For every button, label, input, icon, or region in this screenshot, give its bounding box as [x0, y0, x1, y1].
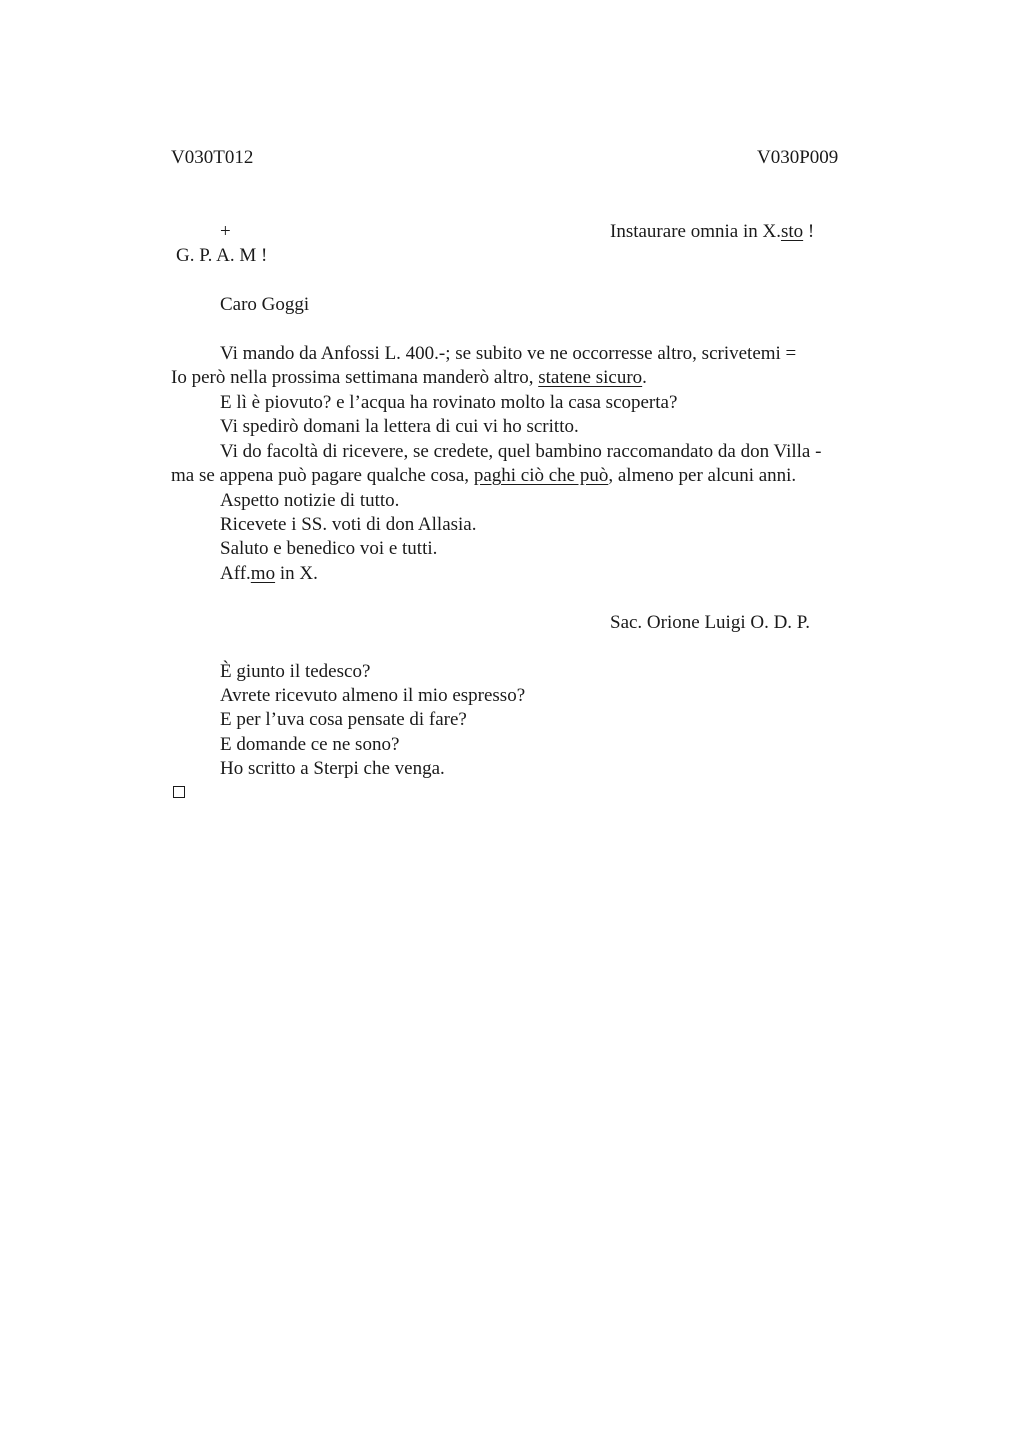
- line-bless: Saluto e benedico voi e tutti.: [220, 538, 438, 559]
- cross-mark: +: [220, 221, 231, 242]
- paragraph-1-line-1: Vi mando da Anfossi L. 400.-; se subito ve ne occorresse altro, scrivetemi =: [220, 343, 797, 364]
- invocation: G. P. A. M !: [176, 245, 268, 266]
- motto-underlined: sto: [780, 221, 804, 242]
- paragraph-2-line-2: [171, 464, 796, 488]
- line-vows: Ricevete i SS. voti di don Allasia.: [220, 514, 477, 535]
- signature: Sac. Orione Luigi O. D. P.: [610, 612, 811, 633]
- closing-underlined: mo: [250, 563, 276, 584]
- paragraph-1-line-2-suffix: .: [642, 367, 647, 388]
- postscript-line: Ho scritto a Sterpi che venga.: [220, 758, 445, 779]
- motto-text: Instaurare omnia in X.: [610, 221, 781, 242]
- line-news: Aspetto notizie di tutto.: [220, 490, 400, 511]
- paragraph-2-line-2-suffix: , almeno per alcuni anni.: [608, 465, 797, 486]
- postscript-line: E per l’uva cosa pensate di fare?: [220, 709, 467, 730]
- document-code-left: V030T012: [171, 147, 254, 168]
- paragraph-2-line-2-text: ma se appena può pagare qualche cosa,: [171, 465, 474, 486]
- motto: [610, 220, 814, 244]
- document-code-right: V030P009: [757, 147, 839, 168]
- closing-text: Aff.: [220, 563, 251, 584]
- line-letter: Vi spedirò domani la lettera di cui vi ho scritto.: [220, 416, 579, 437]
- underlined-phrase: statene sicuro: [538, 367, 643, 388]
- end-of-text-box-icon: [173, 786, 185, 798]
- closing: [220, 562, 318, 586]
- motto-suffix: !: [803, 221, 815, 242]
- paragraph-1-line-2-text: Io però nella prossima settimana manderò altro,: [171, 367, 539, 388]
- postscript-line: È giunto il tedesco?: [220, 661, 371, 682]
- closing-suffix: in X.: [275, 563, 318, 584]
- postscript-line: E domande ce ne sono?: [220, 734, 400, 755]
- postscript-line: Avrete ricevuto almeno il mio espresso?: [220, 685, 526, 706]
- paragraph-1-line-2: [171, 366, 647, 390]
- salutation: Caro Goggi: [220, 294, 310, 315]
- line-rain: E lì è piovuto? e l’acqua ha rovinato molto la casa scoperta?: [220, 392, 678, 413]
- underlined-phrase: paghi ciò che può: [473, 465, 609, 486]
- paragraph-2-line-1: Vi do facoltà di ricevere, se credete, quel bambino raccomandato da don Villa -: [220, 441, 822, 462]
